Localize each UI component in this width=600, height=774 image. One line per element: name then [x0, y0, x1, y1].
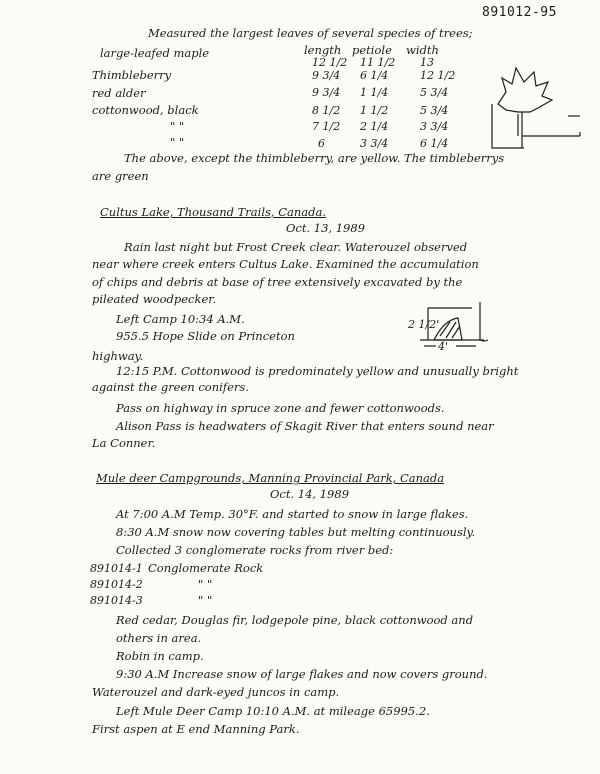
species-name: large-leafed maple — [100, 46, 210, 60]
color-note-line1: The above, except the thimbleberry, are yellow. The timbleberrys — [124, 151, 505, 165]
width-value: 13 — [420, 56, 434, 69]
petiole-value: 1 1/2 — [360, 104, 389, 117]
stump-height-label: 2 1/2' — [408, 318, 440, 331]
species-name: Thimbleberry — [92, 68, 172, 82]
entry-date: Oct. 14, 1989 — [270, 487, 350, 501]
petiole-value: 3 3/4 — [360, 137, 389, 150]
length-value: 12 1/2 — [312, 56, 348, 69]
paragraph-line: Robin in camp. — [116, 649, 204, 663]
paragraph-line: 12:15 P.M. Cottonwood is predominately yellow and unusually bright — [116, 364, 519, 378]
measurement-intro: Measured the largest leaves of several species of trees; — [148, 26, 473, 40]
petiole-value: 2 1/4 — [360, 120, 389, 133]
paragraph-line: Pass on highway in spruce zone and fewer cottonwoods. — [116, 401, 445, 415]
entry-heading: Mule deer Campgrounds, Manning Provincial Park, Canada — [96, 471, 445, 485]
paragraph-line: others in area. — [116, 631, 202, 645]
petiole-value: 1 1/4 — [360, 86, 389, 99]
paragraph-line: Rain last night but Frost Creek clear. Waterouzel observed — [124, 240, 468, 254]
paragraph-line: pileated woodpecker. — [92, 292, 217, 306]
length-value: 7 1/2 — [312, 120, 341, 133]
paragraph-line: Red cedar, Douglas fir, lodgepole pine, black cottonwood and — [116, 613, 474, 627]
width-value: 3 3/4 — [420, 120, 449, 133]
stump-width-label: 4' — [438, 340, 449, 353]
ditto-mark: " " — [198, 577, 213, 591]
color-note-line2: are green — [92, 169, 149, 183]
header-length: length — [304, 43, 342, 57]
paragraph-line: Waterouzel and dark-eyed juncos in camp. — [92, 685, 340, 699]
ditto-mark: " " — [170, 119, 185, 133]
paragraph-line: First aspen at E end Manning Park. — [92, 722, 300, 736]
entry-date: Oct. 13, 1989 — [286, 221, 366, 235]
specimen-id: 891014-3 — [90, 594, 143, 607]
mileage-note: 955.5 Hope Slide on Princeton — [116, 329, 295, 343]
petiole-value: 11 1/2 — [360, 56, 396, 69]
specimen-id: 891014-2 — [90, 578, 143, 591]
document-id: 891012-95 — [482, 5, 557, 20]
paragraph-line: At 7:00 A.M Temp. 30°F. and started to snow in large flakes. — [116, 507, 469, 521]
specimen-name: Conglomerate Rock — [148, 561, 264, 575]
paragraph-line: against the green conifers. — [92, 380, 249, 394]
paragraph-line: Collected 3 conglomerate rocks from river bed: — [116, 543, 394, 557]
paragraph-line: Alison Pass is headwaters of Skagit River that enters sound near — [116, 419, 494, 433]
paragraph-line: Left Mule Deer Camp 10:10 A.M. at mileage 65995.2. — [116, 704, 430, 718]
length-value: 6 — [318, 137, 325, 150]
highway-word: highway. — [92, 349, 144, 363]
petiole-value: 6 1/4 — [360, 69, 389, 82]
length-value: 9 3/4 — [312, 86, 341, 99]
paragraph-line: of chips and debris at base of tree extensively excavated by the — [92, 275, 463, 289]
header-petiole: petiole — [352, 43, 392, 57]
header-width: width — [406, 43, 439, 57]
width-value: 5 3/4 — [420, 86, 449, 99]
length-value: 9 3/4 — [312, 69, 341, 82]
specimen-id: 891014-1 — [90, 562, 143, 575]
entry-heading: Cultus Lake, Thousand Trails, Canada. — [100, 205, 327, 219]
width-value: 12 1/2 — [420, 69, 456, 82]
paragraph-line: La Conner. — [92, 436, 156, 450]
ditto-mark: " " — [198, 593, 213, 607]
paragraph-line: 8:30 A.M snow now covering tables but melting continuously. — [116, 525, 476, 539]
species-name: red alder — [92, 86, 146, 100]
width-value: 5 3/4 — [420, 104, 449, 117]
paragraph-line: near where creek enters Cultus Lake. Examined the accumulation — [92, 257, 479, 271]
departure-time: Left Camp 10:34 A.M. — [116, 312, 245, 326]
ditto-mark: " " — [170, 135, 185, 149]
length-value: 8 1/2 — [312, 104, 341, 117]
paragraph-line: 9:30 A.M Increase snow of large flakes and now covers ground. — [116, 667, 488, 681]
species-name: cottonwood, black — [92, 103, 199, 117]
maple-leaf-sketch — [478, 56, 588, 166]
width-value: 6 1/4 — [420, 137, 449, 150]
